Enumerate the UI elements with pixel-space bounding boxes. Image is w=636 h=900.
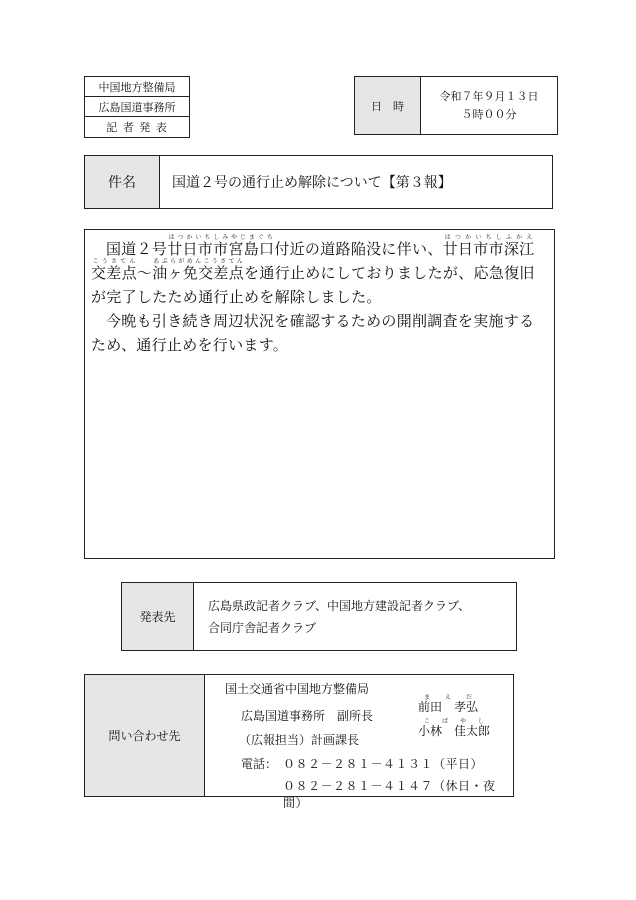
place-aburagamen-ruby: あぶらがめんこうさてん (152, 258, 245, 265)
place-kousaten-ruby: こうさてん (91, 258, 137, 265)
body-p1-suffix: を通行止めにしておりましたが、応急復旧が完了したため通行止めを解除しました。 (91, 264, 535, 306)
place-miyajimaguchi (167, 234, 275, 258)
subject-box (84, 155, 553, 209)
contact-box (84, 674, 514, 810)
press-release-label: 記 者 発 表 (106, 121, 168, 134)
place-miyajimaguchi-ruby: はつかいちしみやじまぐち (167, 234, 275, 241)
datetime-label: 日 時 (355, 77, 421, 134)
person-1-name: 前田 孝弘 (418, 700, 479, 714)
recipients-label: 発表先 (122, 583, 194, 650)
body-box (84, 229, 555, 559)
place-kousaten (91, 258, 137, 282)
recipients-list (208, 595, 508, 639)
contact-phone-weekday: ０８２－２８１－４１３１（平日） (283, 757, 484, 771)
issuer-box (84, 76, 190, 138)
contact-person-2 (418, 718, 490, 742)
contact-office-role: 広島国道事務所 副所長 (241, 709, 374, 723)
subject-label: 件名 (85, 156, 160, 208)
body-text (91, 234, 547, 357)
contact-org: 国土交通省中国地方整備局 (225, 682, 370, 696)
contact-label: 問い合わせ先 (85, 675, 205, 796)
recipients-line-2: 合同庁舎記者クラブ (208, 621, 317, 635)
body-paragraph-2: 今晩も引き続き周辺状況を確認するための開削調査を実施するため、通行止めを行います。 (91, 312, 535, 354)
person-2-ruby: こばやし (418, 718, 491, 725)
contact-pr-role: （広報担当）計画課長 (239, 733, 360, 747)
body-paragraph-1 (91, 234, 547, 309)
contact-person-1 (418, 694, 478, 718)
place-kousaten-text: 交差点 (91, 264, 137, 282)
contact-phone-label: 電話： (241, 757, 278, 771)
person-2-family (418, 718, 491, 738)
issuer-office: 広島国道事務所 (85, 97, 189, 117)
issuer-bureau: 中国地方整備局 (85, 77, 189, 97)
person-2-name: 小林 佳太郎 (418, 724, 491, 738)
datetime-box (354, 76, 558, 135)
place-aburagamen-text: 油ヶ免交差点 (152, 264, 245, 282)
release-time: ５時００分 (461, 107, 517, 121)
place-fukae-text: 廿日市市深江 (442, 240, 535, 258)
release-date: 令和７年９月１３日 (439, 89, 539, 103)
person-1-ruby: まえだ (418, 694, 479, 701)
person-1-family (418, 694, 479, 714)
place-fukae-ruby: はつかいちしふかえ (442, 234, 535, 241)
body-p1-prefix: 国道２号 (106, 240, 168, 258)
place-miyajimaguchi-text: 廿日市市宮島口 (167, 240, 275, 258)
recipients-box (121, 582, 517, 651)
body-p1-middle: 付近の道路陥没に伴い、 (274, 240, 443, 258)
place-aburagamen (152, 258, 245, 282)
contact-phone-holiday: ０８２－２８１－４１４７（休日・夜間） (283, 779, 496, 810)
datetime-values (421, 77, 557, 134)
recipients-line-1: 広島県政記者クラブ、中国地方建設記者クラブ、 (208, 599, 471, 613)
body-p1-tilde: ～ (136, 264, 153, 282)
subject-title: 国道２号の通行止め解除について【第３報】 (172, 175, 452, 191)
place-fukae (442, 234, 535, 258)
